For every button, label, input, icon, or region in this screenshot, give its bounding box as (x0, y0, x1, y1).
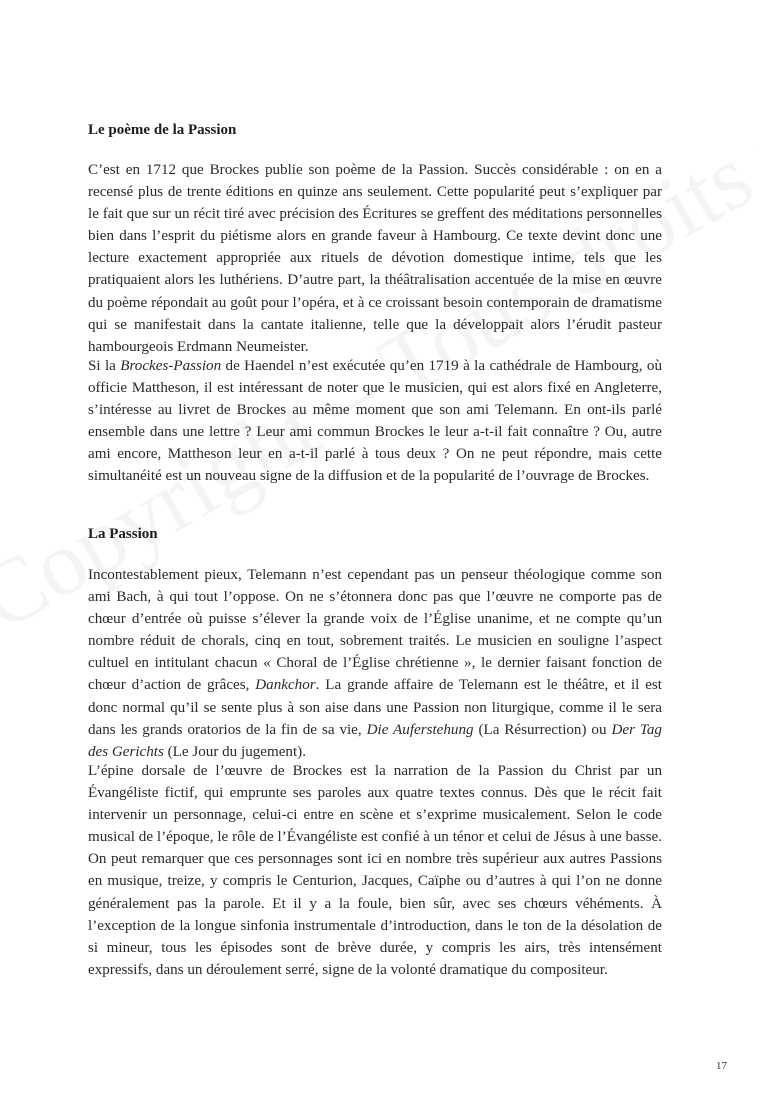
paragraph (88, 355, 662, 488)
italic-title: Der Tag des Gerichts (88, 721, 662, 760)
page-number: 17 (716, 1060, 727, 1072)
text-run: C’est en 1712 que Brockes publie son poème de la Passion. Succès considérable : on en a recensé plus de trente éditions en quinze ans seulement. Cette popularité peut s’expliquer par le fait que sur un récit tiré avec précision des Écritures se greffent des méditations personnelles bien dans l’esprit du piétisme alors en grande faveur à Hambourg. Ce texte devint donc une lecture exactement appropriée aux rituels de dévotion domestique intime, tels que les pratiquaient alors les luthériens. D’autre part, la théâtralisation accentuée de la mise en œuvre du poème répondait au goût pour l’opéra, et à ce croissant besoin contemporain de dramatisme qui se manifestait dans la cantate italienne, telle que la développait alors l’érudit pasteur hambourgeois Erdmann Neumeister. (88, 162, 662, 355)
text-run: Si la (88, 358, 121, 374)
italic-title: Brockes-Passion (120, 358, 222, 374)
paragraph (88, 760, 662, 981)
section-heading-poeme: Le poème de la Passion (88, 122, 237, 138)
text-run: . La grande affaire de Telemann est le théâtre, et il est donc normal qu’il se sente plus à son aise dans une Passion non liturgique, comme il le sera dans les grands oratorios de la fin de sa vie, (88, 677, 662, 738)
text-run: L’épine dorsale de l’œuvre de Brockes est la narration de la Passion du Christ par un Évangéliste fictif, qui emprunte ses paroles aux quatre textes connus. Dès que le récit fait intervenir un personnage, celui-ci entre en scène et s’exprime musicalement. Selon le code musical de l’époque, le rôle de l’Évangéliste est confié à un ténor et celui de Jésus à une basse. On peut remarquer que ces personnages sont ici en nombre très supérieur aux autres Passions en musique, treize, y compris le Centurion, Jacques, Caïphe ou d’autres à qui l’on ne donne généralement pas la parole. Et il y a la foule, bien sûr, avec ses chœurs véhéments. À l’exception de la longue sinfonia instrumentale d’introduction, dans le ton de la désolation de si mineur, tous les épisodes sont de brève durée, y compris les airs, très intensément expressifs, dans un déroulement serré, signe de la volonté dramatique du compositeur. (88, 763, 662, 978)
italic-title: Die Auferstehung (366, 721, 474, 738)
text-run: de Haendel n’est exécutée qu’en 1719 à la cathédrale de Hambourg, où officie Mattheson, il est intéressant de noter que le musicien, qui est alors fixé en Angleterre, s’intéresse au livret de Brockes au même moment que son ami Telemann. En ont-ils parlé ensemble dans une lettre ? Leur ami commun Brockes le leur a-t-il fait connaître ? Ou, autre ami encore, Mattheson leur en a-t-il parlé à tous deux ? On ne peut répondre, mais cette simultanéité est un nouveau signe de la diffusion et de la popularité de l’ouvrage de Brockes. (88, 358, 663, 485)
italic-title: Dankchor (255, 677, 316, 694)
text-run: (La Résurrection) ou (473, 721, 612, 738)
text-run: (Le Jour du jugement). (163, 743, 306, 760)
paragraph (88, 564, 662, 763)
section-heading-passion: La Passion (88, 526, 158, 542)
text-run: Incontestablement pieux, Telemann n’est cependant pas un penseur théologique comme son ami Bach, à qui tout l’oppose. On ne s’étonnera donc pas que l’œuvre ne comporte pas de chœur d’entrée où puisse s’élever la grande voix de l’Église unanime, et ne compte qu’un nombre réduit de chorals, cinq en tout, sobrement traités. Le musicien en souligne l’aspect cultuel en intitulant chacun « Choral de l’Église chrétienne », le dernier faisant fonction de chœur d’action de grâces, (88, 567, 662, 694)
paragraph (88, 159, 662, 358)
